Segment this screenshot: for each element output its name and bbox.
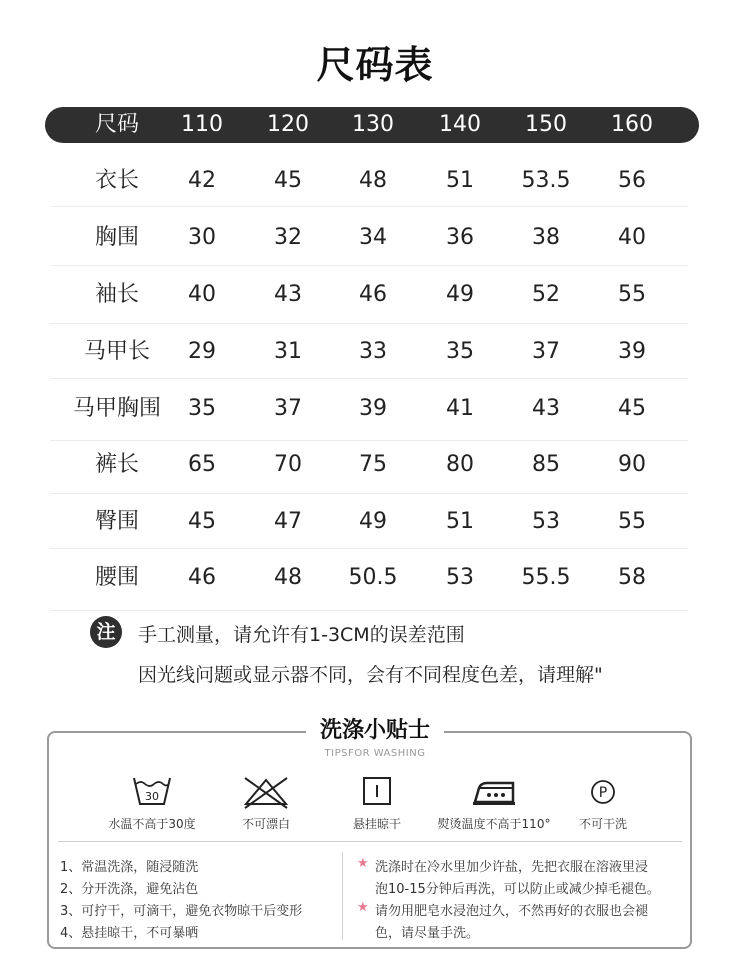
table-cell: 38: [532, 225, 560, 250]
table-cell: 46: [188, 565, 216, 590]
care-vertical-divider: [342, 852, 343, 940]
table-cell: 47: [274, 509, 302, 534]
table-cell: 43: [274, 282, 302, 307]
care-subtitle: TIPSFOR WASHING: [324, 748, 426, 759]
table-cell: 37: [274, 396, 302, 421]
tip-left-3: 3、可拧干，可滴干，避免衣物晾干后变形: [60, 904, 303, 919]
header-size-110: 110: [181, 112, 223, 137]
table-cell: 37: [532, 339, 560, 364]
table-cell: 29: [188, 339, 216, 364]
row-divider: [50, 440, 688, 441]
table-cell: 31: [274, 339, 302, 364]
table-row-label: 马甲长: [83, 339, 150, 364]
table-cell: 41: [446, 396, 474, 421]
tip-left-4: 4、悬挂晾干，不可暴晒: [60, 926, 199, 941]
care-divider: [58, 841, 682, 842]
row-divider: [50, 610, 688, 611]
table-cell: 80: [446, 452, 474, 477]
table-row-label: 腰围: [94, 565, 139, 590]
table-cell: 48: [274, 565, 302, 590]
table-cell: 75: [359, 452, 387, 477]
table-cell: 58: [618, 565, 646, 590]
hang-dry-icon: [327, 774, 427, 814]
table-row-label: 胸围: [94, 225, 139, 250]
table-row-label: 马甲胸围: [72, 396, 161, 421]
tip-right-2: 泡10-15分钟后再洗，可以防止或减少掉毛褪色。: [375, 882, 660, 897]
table-cell: 30: [188, 225, 216, 250]
table-cell: 42: [188, 168, 216, 193]
note-line-2: 因光线问题或显示器不同，会有不同程度色差，请理解": [138, 664, 603, 686]
wash-30-label: 水温不高于30度: [108, 817, 196, 831]
table-cell: 40: [188, 282, 216, 307]
tip-left-1: 1、常温洗涤，随浸随洗: [60, 860, 199, 875]
no-bleach-icon: [216, 774, 316, 814]
table-cell: 45: [188, 509, 216, 534]
row-divider: [50, 548, 688, 549]
table-cell: 39: [618, 339, 646, 364]
table-cell: 53: [446, 565, 474, 590]
table-cell: 35: [188, 396, 216, 421]
table-cell: 33: [359, 339, 387, 364]
table-cell: 34: [359, 225, 387, 250]
header-size-160: 160: [611, 112, 653, 137]
row-divider: [50, 493, 688, 494]
table-cell: 43: [532, 396, 560, 421]
header-size-150: 150: [525, 112, 567, 137]
wash-30-icon: [102, 774, 202, 814]
row-divider: [50, 206, 688, 207]
tip-left-2: 2、分开洗涤，避免沾色: [60, 882, 199, 897]
hang-dry-label: 悬挂晾干: [352, 817, 401, 831]
table-cell: 36: [446, 225, 474, 250]
note-badge: 注: [90, 616, 122, 648]
table-cell: 70: [274, 452, 302, 477]
header-size-140: 140: [439, 112, 481, 137]
table-row-label: 衣长: [94, 168, 139, 193]
table-cell: 45: [618, 396, 646, 421]
table-cell: 48: [359, 168, 387, 193]
table-cell: 55.5: [521, 565, 571, 590]
tip-right-3: 请勿用肥皂水浸泡过久，不然再好的衣服也会褪: [375, 904, 649, 919]
svg-text:P: P: [598, 785, 608, 801]
row-divider: [50, 265, 688, 266]
table-cell: 32: [274, 225, 302, 250]
row-divider: [50, 378, 688, 379]
page-title: 尺码表: [316, 43, 434, 87]
table-cell: 90: [618, 452, 646, 477]
care-title: 洗涤小贴士: [306, 717, 444, 745]
table-row-label: 裤长: [94, 452, 139, 477]
table-cell: 53.5: [521, 168, 571, 193]
table-cell: 65: [188, 452, 216, 477]
size-table-header: [45, 107, 699, 143]
table-cell: 53: [532, 509, 560, 534]
iron-icon: [444, 774, 544, 814]
table-cell: 55: [618, 509, 646, 534]
table-cell: 49: [359, 509, 387, 534]
row-divider: [50, 323, 688, 324]
table-cell: 46: [359, 282, 387, 307]
header-size-130: 130: [352, 112, 394, 137]
no-dry-clean-label: 不可干洗: [578, 817, 627, 831]
tip-right-1: 洗涤时在冷水里加少许盐，先把衣服在溶液里浸: [375, 860, 649, 875]
table-cell: 51: [446, 509, 474, 534]
table-cell: 50.5: [348, 565, 398, 590]
note-line-1: 手工测量，请允许有1-3CM的误差范围: [138, 624, 465, 646]
table-cell: 39: [359, 396, 387, 421]
table-row-label: 袖长: [94, 282, 139, 307]
no-dry-clean-icon: [553, 774, 653, 814]
star-icon: ★: [357, 856, 369, 871]
table-cell: 51: [446, 168, 474, 193]
table-cell: 52: [532, 282, 560, 307]
table-cell: 49: [446, 282, 474, 307]
iron-label: 熨烫温度不高于110°: [437, 817, 551, 831]
table-row-label: 臀围: [94, 509, 139, 534]
table-cell: 55: [618, 282, 646, 307]
table-cell: 45: [274, 168, 302, 193]
table-cell: 85: [532, 452, 560, 477]
header-size-label: 尺码: [94, 112, 139, 137]
star-icon: ★: [357, 900, 369, 915]
header-size-120: 120: [267, 112, 309, 137]
no-bleach-label: 不可漂白: [241, 817, 290, 831]
table-cell: 40: [618, 225, 646, 250]
svg-text:30: 30: [145, 790, 159, 803]
table-cell: 35: [446, 339, 474, 364]
table-cell: 56: [618, 168, 646, 193]
tip-right-4: 色，请尽量手洗。: [375, 926, 480, 941]
